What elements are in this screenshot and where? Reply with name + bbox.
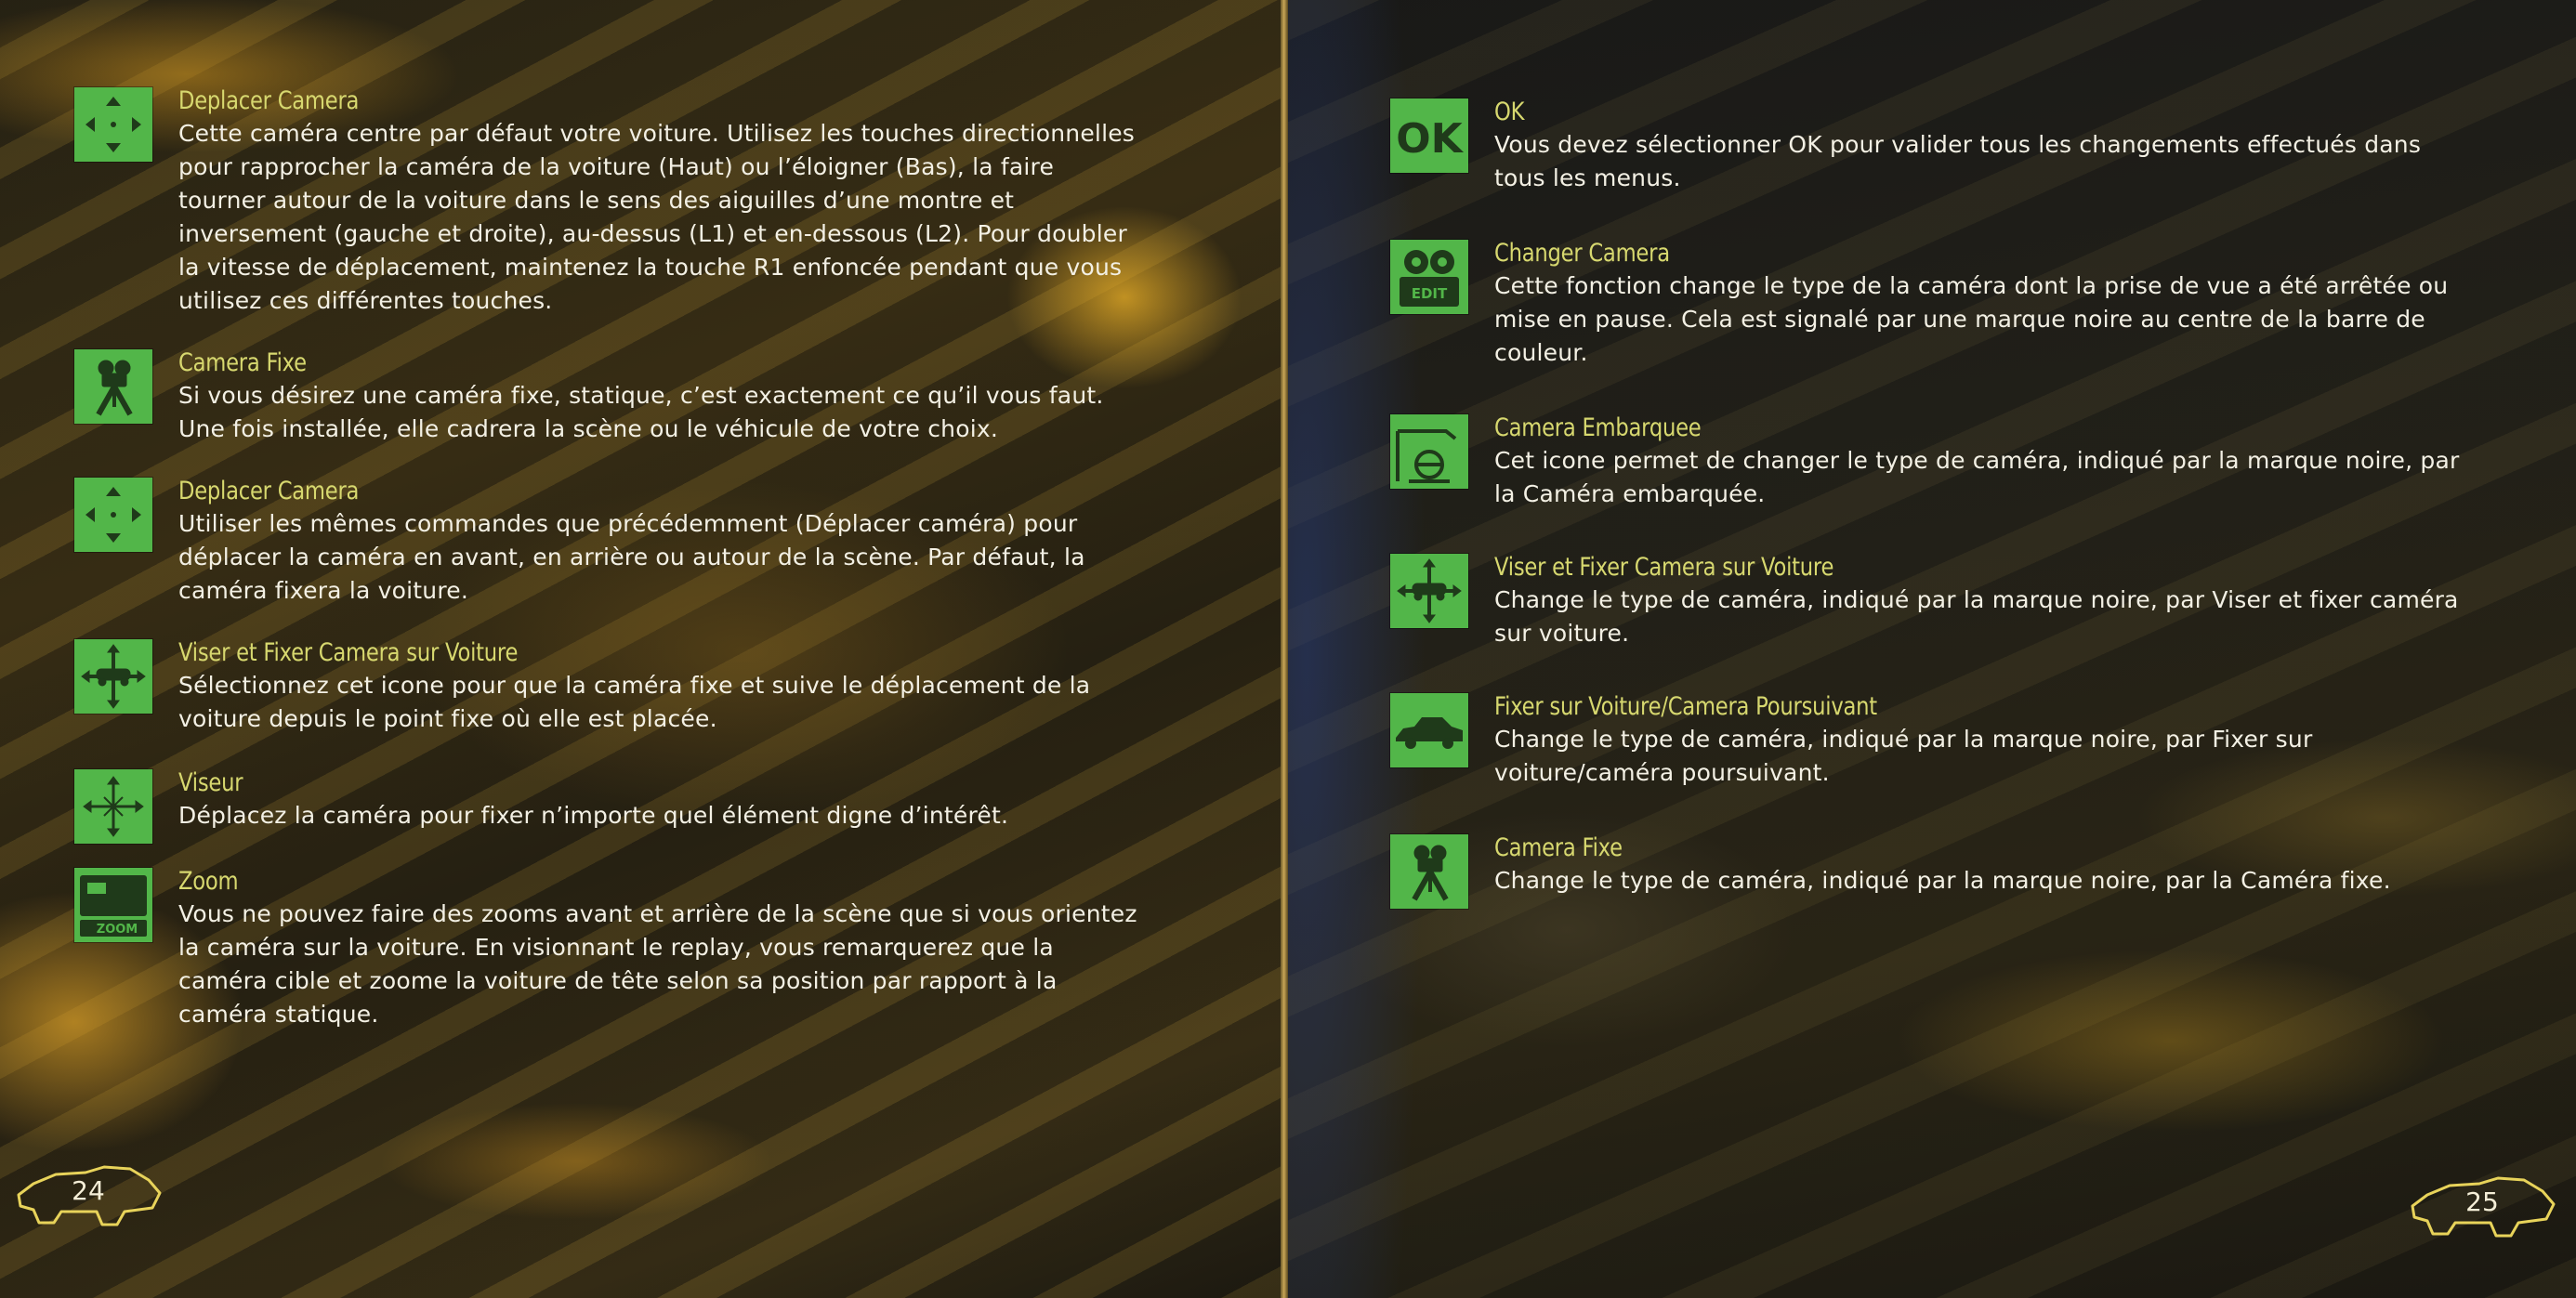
page-number-badge bbox=[2403, 1167, 2561, 1241]
film-camera-icon bbox=[1390, 240, 1468, 314]
entry-title: Viser et Fixer Camera sur Voiture bbox=[178, 638, 519, 667]
entry-description: Change le type de caméra, indiqué par la marque noire, par Fixer sur voiture/caméra poursuivant. bbox=[1494, 726, 2313, 786]
edit-icon-label: EDIT bbox=[1411, 285, 1448, 302]
entry-title: Deplacer Camera bbox=[178, 86, 360, 115]
right-page bbox=[1288, 0, 2576, 1298]
entry-description: Cette fonction change le type de la caméra dont la prise de vue a été arrêtée ou mise en pause. Cela est signalé par une marque noire au centre de la barre de couleur. bbox=[1494, 272, 2449, 366]
page-number: 24 bbox=[72, 1175, 105, 1206]
entry-title: Fixer sur Voiture/Camera Poursuivant bbox=[1494, 692, 1877, 721]
entry-description: Cet icone permet de changer le type de caméra, indiqué par la marque noire, par la Caméra embarquée. bbox=[1494, 447, 2460, 507]
entry-description: Si vous désirez une caméra fixe, statique, c’est exactement ce qu’il vous faut. Une fois installée, elle cadrera la scène ou le véhicule de votre choix. bbox=[178, 382, 1104, 442]
page-number-badge bbox=[9, 1156, 167, 1230]
entry-description: Sélectionnez cet icone pour que la caméra fixe et suive le déplacement de la voiture depuis le point fixe où elle est placée. bbox=[178, 672, 1091, 732]
left-page bbox=[0, 0, 1281, 1298]
entry-description: Utiliser les mêmes commandes que précédemment (Déplacer caméra) pour déplacer la caméra en avant, en arrière ou autour de la scène. Par défaut, la caméra fixera la voiture. bbox=[178, 510, 1085, 604]
car-chase-icon bbox=[1390, 693, 1468, 767]
entry-title: Viseur bbox=[178, 768, 243, 797]
entry-description: Vous ne pouvez faire des zooms avant et arrière de la scène que si vous orientez la caméra sur la voiture. En visionnant le replay, vous remarquerez que la caméra cible et zoome la voiture de tête selon sa position par rapport à la caméra statique. bbox=[178, 900, 1137, 1028]
book-gutter bbox=[1281, 0, 1288, 1298]
entry-description: Déplacez la caméra pour fixer n’importe quel élément digne d’intérêt. bbox=[178, 802, 1009, 829]
move-arrows-icon bbox=[74, 478, 152, 552]
entry-description: Change le type de caméra, indiqué par la marque noire, par Viser et fixer caméra sur voiture. bbox=[1494, 586, 2459, 647]
move-arrows-icon bbox=[74, 87, 152, 162]
entry-title: OK bbox=[1494, 98, 1525, 126]
ok-icon-label: OK bbox=[1396, 115, 1463, 163]
target-car-icon bbox=[1390, 554, 1468, 628]
ok-icon bbox=[1390, 98, 1468, 173]
entry-description: Vous devez sélectionner OK pour valider tous les changements effectués dans tous les menus. bbox=[1494, 131, 2422, 191]
entry-title: Changer Camera bbox=[1494, 239, 1670, 268]
entry-title: Zoom bbox=[178, 867, 239, 896]
onboard-camera-icon bbox=[1390, 414, 1468, 489]
entry-title: Camera Fixe bbox=[178, 348, 307, 377]
zoom-camera-icon bbox=[74, 868, 152, 942]
zoom-icon-label: ZOOM bbox=[96, 923, 138, 937]
tripod-camera-icon bbox=[1390, 834, 1468, 909]
target-car-icon bbox=[74, 639, 152, 714]
entry-title: Camera Fixe bbox=[1494, 833, 1623, 862]
entry-title: Camera Embarquee bbox=[1494, 413, 1702, 442]
entry-title: Viser et Fixer Camera sur Voiture bbox=[1494, 553, 1834, 582]
entry-title: Deplacer Camera bbox=[178, 477, 360, 505]
crosshair-icon bbox=[74, 769, 152, 844]
tripod-camera-icon bbox=[74, 349, 152, 424]
entry-description: Cette caméra centre par défaut votre voiture. Utilisez les touches directionnelles pour rapprocher la caméra de la voiture (Haut) ou l’éloigner (Bas), la faire tourner autour de la voiture dans le sens des aiguilles d’une montre et inversement (gauche et droite), au-dessus (L1) et en-dessous (L2). Pour doubler la vitesse de déplacement, maintenez la touche R1 enfoncée pendant que vous utilisez ces différentes touches. bbox=[178, 120, 1136, 314]
page-number: 25 bbox=[2465, 1187, 2499, 1217]
entry-description: Change le type de caméra, indiqué par la marque noire, par la Caméra fixe. bbox=[1494, 867, 2391, 894]
